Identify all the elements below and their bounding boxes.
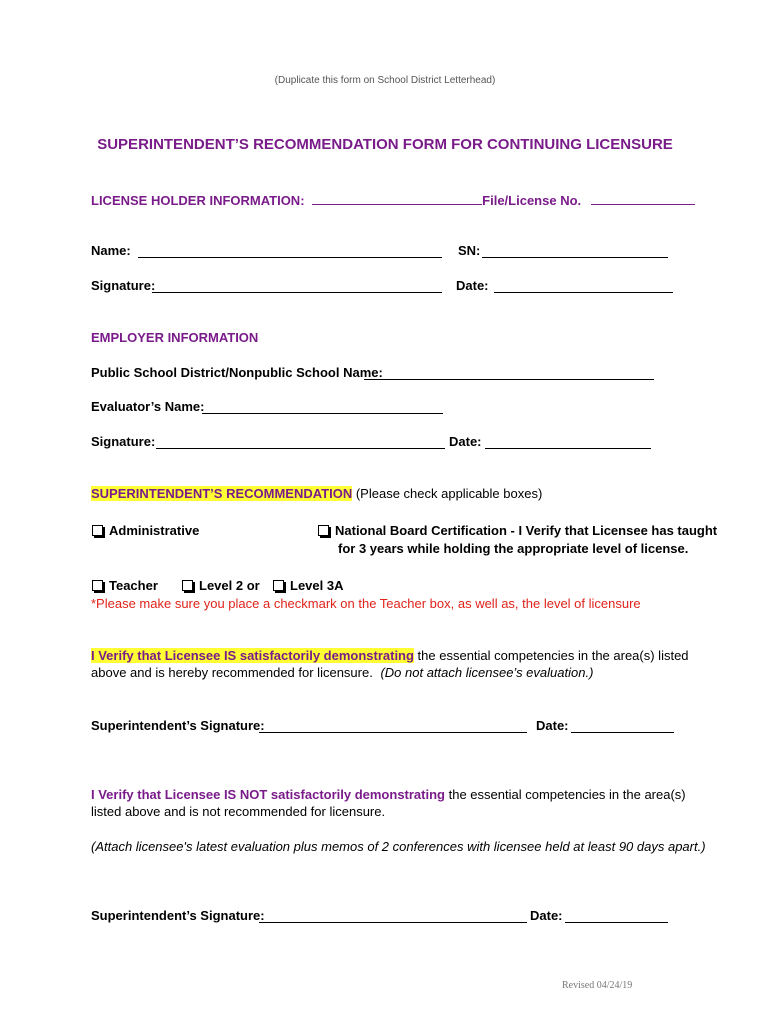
recommendation-heading: SUPERINTENDENT’S RECOMMENDATION [91, 486, 353, 501]
checkbox-icon[interactable] [273, 580, 284, 591]
school-name-field[interactable] [364, 367, 654, 380]
employer-heading: EMPLOYER INFORMATION [91, 330, 259, 345]
evaluator-name-label: Evaluator’s Name: [91, 399, 205, 414]
holder-signature-label: Signature: [91, 278, 156, 293]
option-teacher[interactable] [92, 578, 158, 593]
employer-signature-field[interactable] [156, 436, 445, 449]
license-holder-heading: LICENSE HOLDER INFORMATION: [91, 193, 305, 208]
sat-date-label: Date: [536, 718, 569, 733]
checkbox-icon[interactable] [182, 580, 193, 591]
sat-superintendent-signature-label: Superintendent’s Signature: [91, 718, 265, 733]
employer-signature-label: Signature: [91, 434, 156, 449]
option-level2[interactable] [182, 578, 260, 593]
level2-label: Level 2 or [199, 578, 260, 593]
sat-date-field[interactable] [571, 720, 674, 733]
unsatisfactory-lead: I Verify that Licensee IS NOT satisfactorily demonstrating [91, 787, 445, 802]
satisfactory-line-2 [91, 665, 593, 680]
recommendation-instruction: (Please check applicable boxes) [355, 486, 543, 501]
level3a-label: Level 3A [290, 578, 344, 593]
administrative-label: Administrative [109, 523, 200, 538]
employer-date-field[interactable] [485, 436, 651, 449]
employer-date-label: Date: [449, 434, 482, 449]
revised-date: Revised 04/24/19 [562, 980, 633, 991]
licensure-note: *Please make sure you place a checkmark on the Teacher box, as well as, the level of licensure [91, 596, 641, 611]
satisfactory-rest-1: the essential competencies in the area(s) listed [413, 648, 689, 663]
satisfactory-italic-note: (Do not attach licensee’s evaluation.) [380, 665, 594, 680]
satisfactory-rest-2: above and is hereby recommended for licensure. [91, 665, 373, 680]
attach-evaluation-note: (Attach licensee's latest evaluation plus memos of 2 conferences with licensee held at least 90 days apart.) [91, 839, 706, 854]
option-national-board[interactable] [318, 523, 717, 538]
school-name-label: Public School District/Nonpublic School Name: [91, 365, 383, 380]
checkbox-icon[interactable] [318, 525, 329, 536]
file-license-label: File/License No. [482, 193, 582, 208]
unsatisfactory-line-2: listed above and is not recommended for licensure. [91, 804, 386, 819]
satisfactory-line-1 [91, 648, 689, 663]
national-board-label-2: for 3 years while holding the appropriate level of license. [338, 541, 689, 556]
checkbox-icon[interactable] [92, 525, 103, 536]
sn-field[interactable] [482, 245, 668, 258]
unsatisfactory-line-1 [91, 787, 686, 802]
recommendation-heading-row [91, 486, 542, 501]
unsat-date-field[interactable] [565, 910, 668, 923]
holder-date-label: Date: [456, 278, 489, 293]
national-board-label-1: National Board Certification - I Verify that Licensee has taught [335, 523, 718, 538]
option-administrative[interactable] [92, 523, 199, 538]
name-field[interactable] [138, 245, 442, 258]
holder-signature-field[interactable] [152, 280, 442, 293]
sn-label: SN: [458, 243, 481, 258]
unsat-superintendent-signature-label: Superintendent’s Signature: [91, 908, 265, 923]
name-label: Name: [91, 243, 131, 258]
evaluator-name-field[interactable] [202, 401, 443, 414]
holder-date-field[interactable] [494, 280, 673, 293]
letterhead-note: (Duplicate this form on School District Letterhead) [274, 75, 496, 86]
option-level3a[interactable] [273, 578, 343, 593]
license-holder-field[interactable] [312, 192, 482, 205]
teacher-label: Teacher [109, 578, 158, 593]
sat-superintendent-signature-field[interactable] [259, 720, 527, 733]
license-holder-section [91, 192, 695, 208]
file-license-field[interactable] [591, 192, 695, 205]
satisfactory-lead: I Verify that Licensee IS satisfactorily demonstrating [91, 648, 414, 663]
unsatisfactory-rest-1: the essential competencies in the area(s) [445, 787, 686, 802]
unsat-superintendent-signature-field[interactable] [259, 910, 527, 923]
form-title: SUPERINTENDENT’S RECOMMENDATION FORM FOR CONTINUING LICENSURE [97, 136, 673, 153]
unsat-date-label: Date: [530, 908, 563, 923]
checkbox-icon[interactable] [92, 580, 103, 591]
